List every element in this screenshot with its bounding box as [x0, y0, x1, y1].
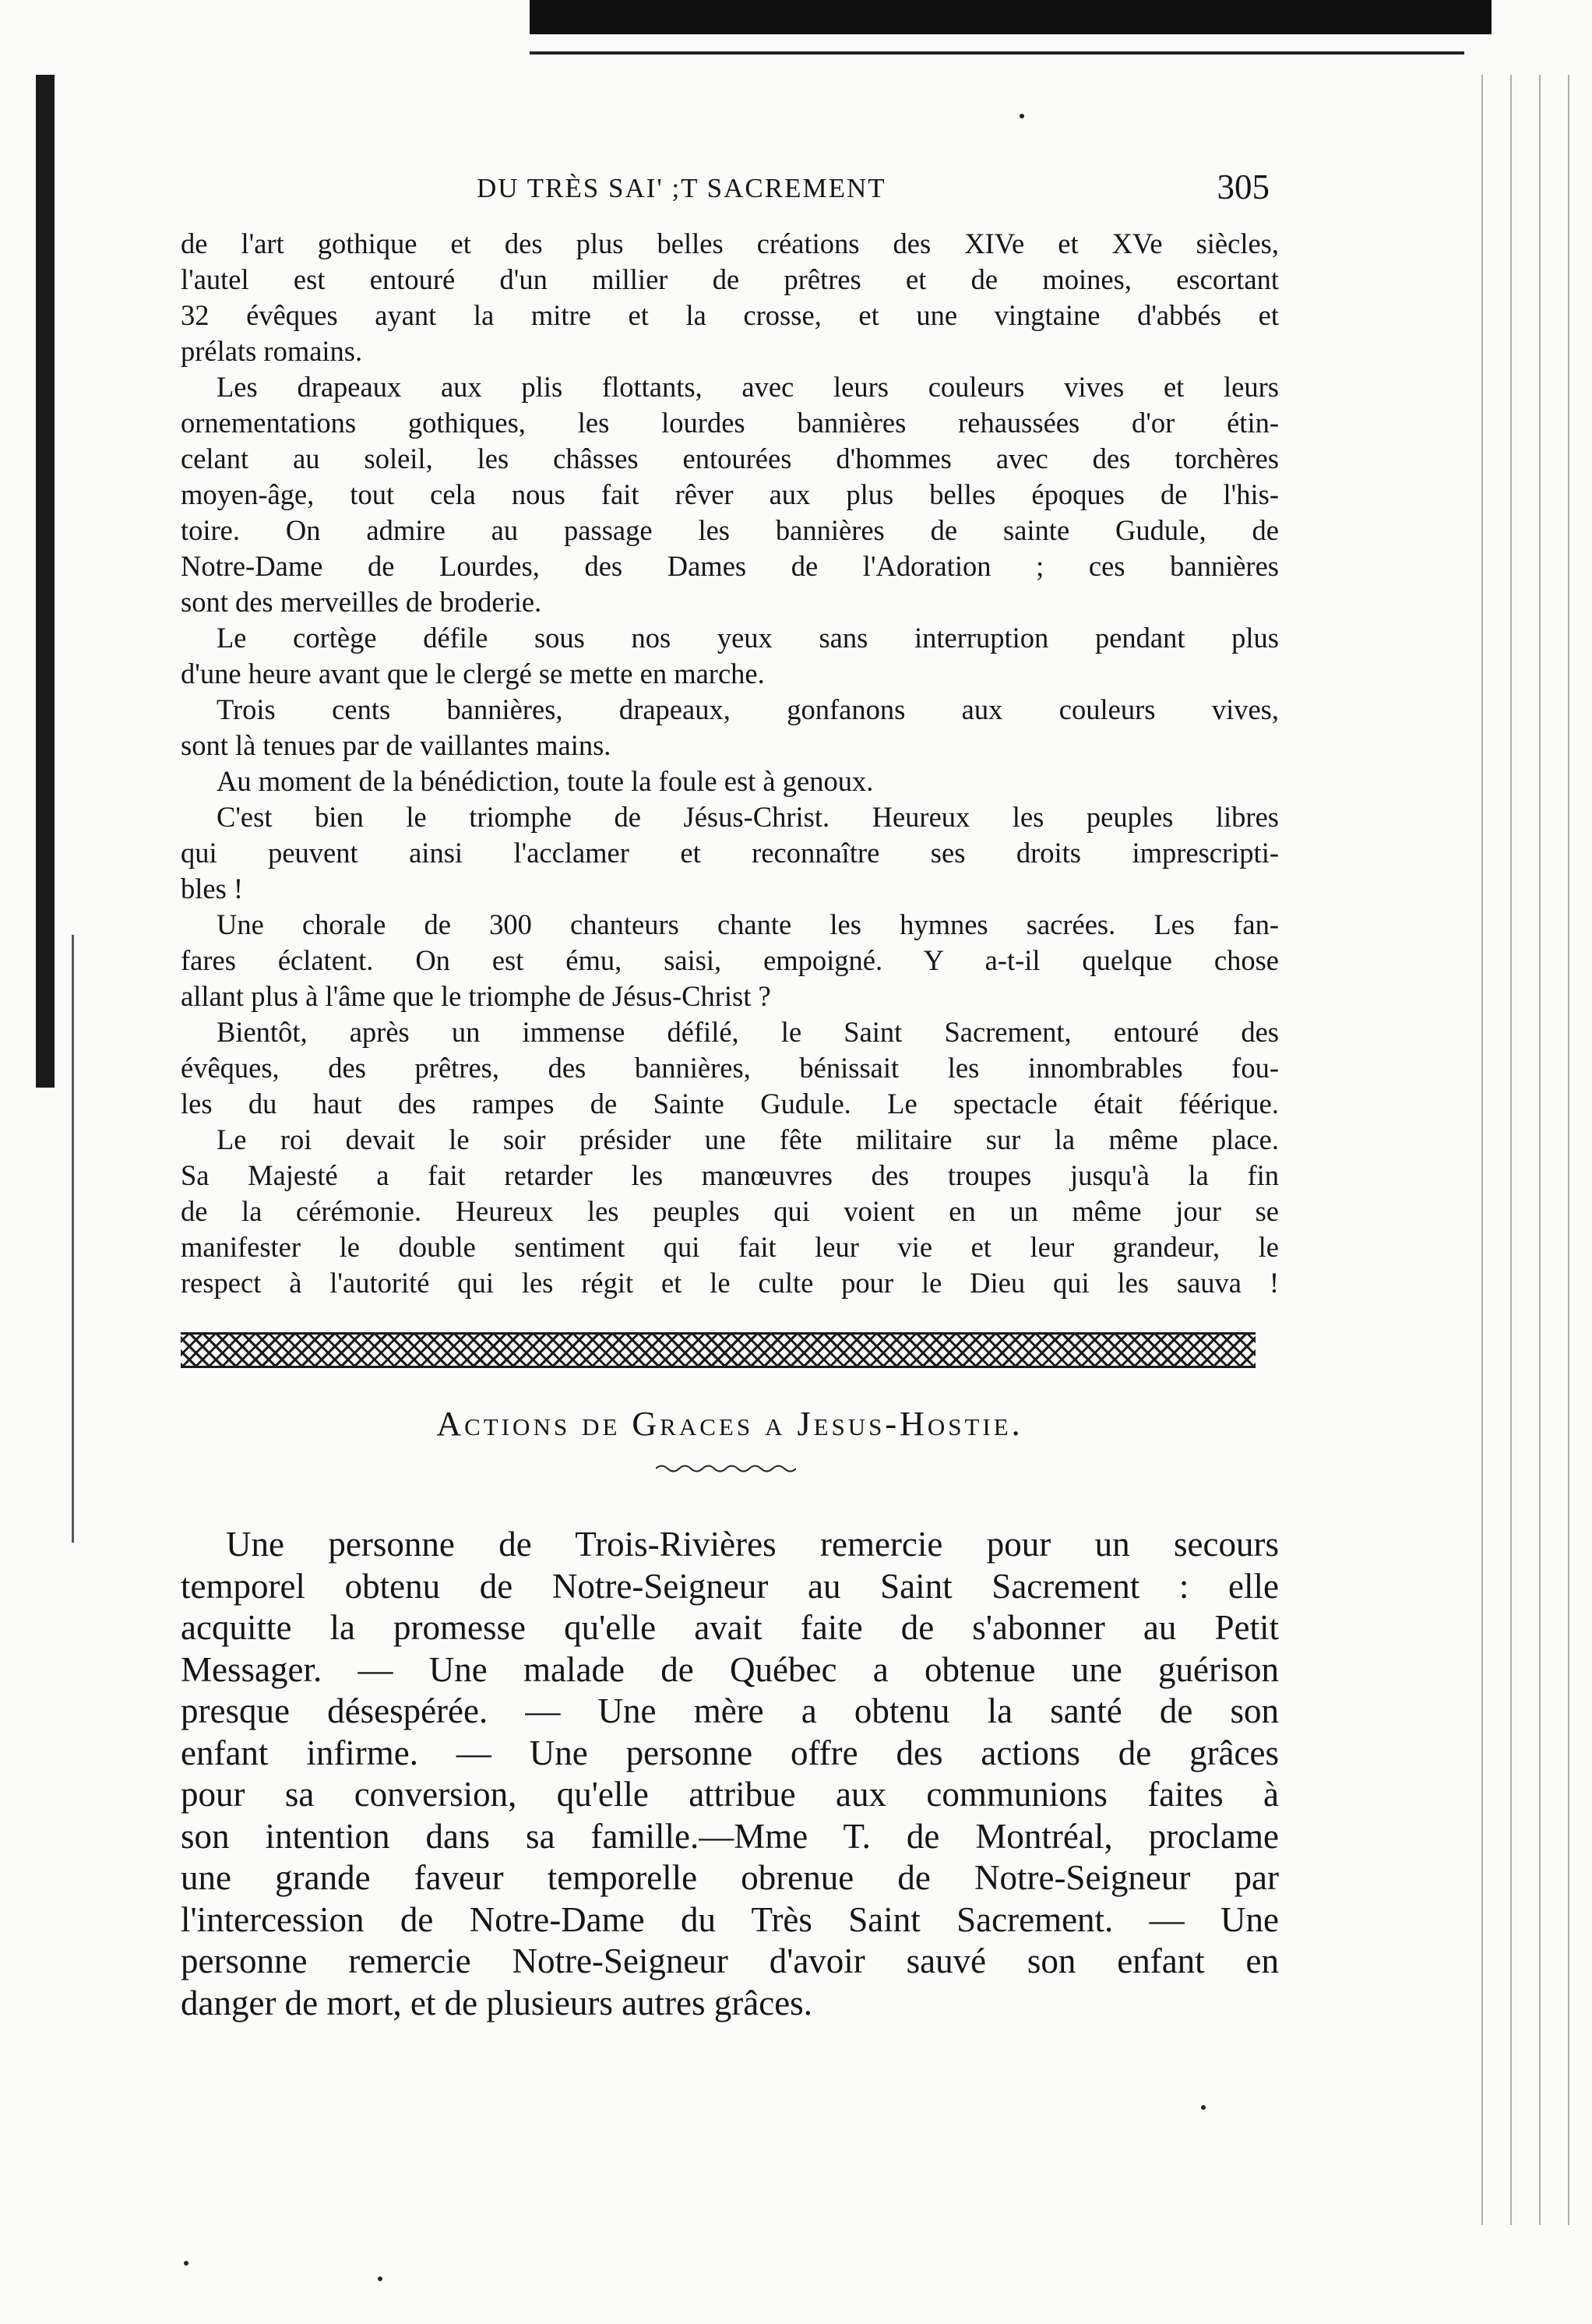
- text-line: fares éclatent. On est ému, saisi, empoigné. Y a-t-il quelque chose: [181, 944, 1279, 976]
- text-line: celant au soleil, les châsses entourées d'hommes avec des torchères: [181, 443, 1279, 474]
- text-line: sont des merveilles de broderie.: [181, 586, 542, 618]
- section-heading: Actions de Graces a Jesus-Hostie.: [436, 1405, 1023, 1443]
- text-line: toire. On admire au passage les bannières de sainte Gudule, de: [181, 514, 1279, 546]
- upper-text-block: [181, 226, 1279, 1301]
- text-line: de l'art gothique et des plus belles créations des XIVe et XVe siècles,: [181, 227, 1279, 259]
- scan-rule-top: [530, 51, 1464, 55]
- scan-line-left: [72, 935, 74, 1543]
- scan-speck: [1201, 2105, 1206, 2110]
- text-line: d'une heure avant que le clergé se mette en marche.: [181, 658, 765, 689]
- text-line: moyen-âge, tout cela nous fait rêver aux plus belles époques de l'his-: [181, 478, 1279, 510]
- text-line: pour sa conversion, qu'elle attribue aux communions faites à: [181, 1775, 1279, 1814]
- text-line: qui peuvent ainsi l'acclamer et reconnaître ses droits imprescripti-: [181, 837, 1279, 869]
- text-line: C'est bien le triomphe de Jésus-Christ. Heureux les peuples libres: [217, 801, 1279, 833]
- text-line: respect à l'autorité qui les régit et le culte pour le Dieu qui les sauva !: [181, 1267, 1279, 1299]
- text-line: l'autel est entouré d'un millier de prêtres et de moines, escortant: [181, 263, 1279, 295]
- text-line: Trois cents bannières, drapeaux, gonfanons aux couleurs vives,: [217, 693, 1279, 725]
- text-line: sont là tenues par de vaillantes mains.: [181, 729, 611, 761]
- text-line: bles !: [181, 873, 244, 905]
- text-line: personne remercie Notre-Seigneur d'avoir sauvé son enfant en: [181, 1941, 1279, 1980]
- text-line: de la cérémonie. Heureux les peuples qui voient en un même jour se: [181, 1195, 1279, 1227]
- text-line: Le roi devait le soir présider une fête militaire sur la même place.: [217, 1123, 1279, 1155]
- scan-speck: [378, 2276, 382, 2281]
- ornament-divider: [181, 1332, 1256, 1368]
- text-line: évêques, des prêtres, des bannières, bénissait les innombrables fou-: [181, 1052, 1279, 1084]
- text-line: danger de mort, et de plusieurs autres grâces.: [181, 1983, 812, 2022]
- text-line: Une personne de Trois-Rivières remercie pour un secours: [226, 1525, 1279, 1564]
- decorative-wave: [656, 1463, 796, 1474]
- scan-edge-top: [530, 0, 1492, 34]
- text-line: Les drapeaux aux plis flottants, avec leurs couleurs vives et leurs: [217, 371, 1279, 403]
- text-line: acquitte la promesse qu'elle avait faite de s'abonner au Petit: [181, 1608, 1279, 1647]
- text-line: ornementations gothiques, les lourdes bannières rehaussées d'or étin-: [181, 407, 1279, 439]
- text-line: Sa Majesté a fait retarder les manœuvres des troupes jusqu'à la fin: [181, 1159, 1279, 1191]
- scan-edge-right: [1464, 75, 1581, 2225]
- text-line: Notre-Dame de Lourdes, des Dames de l'Adoration ; ces bannières: [181, 550, 1279, 582]
- text-line: prélats romains.: [181, 335, 363, 367]
- text-line: l'intercession de Notre-Dame du Très Saint Sacrement. — Une: [181, 1899, 1279, 1939]
- text-line: temporel obtenu de Notre-Seigneur au Saint Sacrement : elle: [181, 1566, 1279, 1606]
- text-line: Une chorale de 300 chanteurs chante les hymnes sacrées. Les fan-: [217, 908, 1279, 940]
- lower-text-block: [181, 1524, 1279, 2024]
- scan-speck: [1020, 114, 1024, 118]
- text-line: manifester le double sentiment qui fait leur vie et leur grandeur, le: [181, 1231, 1279, 1263]
- text-line: les du haut des rampes de Sainte Gudule. Le spectacle était féérique.: [181, 1088, 1279, 1120]
- running-head-title: DU TRÈS SAI' ;T SACREMENT: [477, 173, 886, 203]
- text-line: Le cortège défile sous nos yeux sans interruption pendant plus: [217, 622, 1279, 654]
- text-line: allant plus à l'âme que le triomphe de Jésus-Christ ?: [181, 980, 771, 1012]
- text-line: enfant infirme. — Une personne offre des actions de grâces: [181, 1733, 1279, 1772]
- running-head: [181, 168, 1279, 217]
- text-line: 32 évêques ayant la mitre et la crosse, et une vingtaine d'abbés et: [181, 299, 1279, 331]
- text-line: Messager. — Une malade de Québec a obtenue une guérison: [181, 1649, 1279, 1689]
- scan-speck: [184, 2261, 188, 2266]
- text-line: Bientôt, après un immense défilé, le Saint Sacrement, entouré des: [217, 1016, 1279, 1048]
- page-number: 305: [1217, 168, 1270, 206]
- text-line: une grande faveur temporelle obrenue de Notre-Seigneur par: [181, 1858, 1279, 1897]
- text-line: presque désespérée. — Une mère a obtenu la santé de son: [181, 1691, 1279, 1730]
- scan-edge-left: [36, 75, 55, 1088]
- text-line: Au moment de la bénédiction, toute la foule est à genoux.: [217, 765, 874, 797]
- text-line: son intention dans sa famille.—Mme T. de Montréal, proclame: [181, 1816, 1279, 1856]
